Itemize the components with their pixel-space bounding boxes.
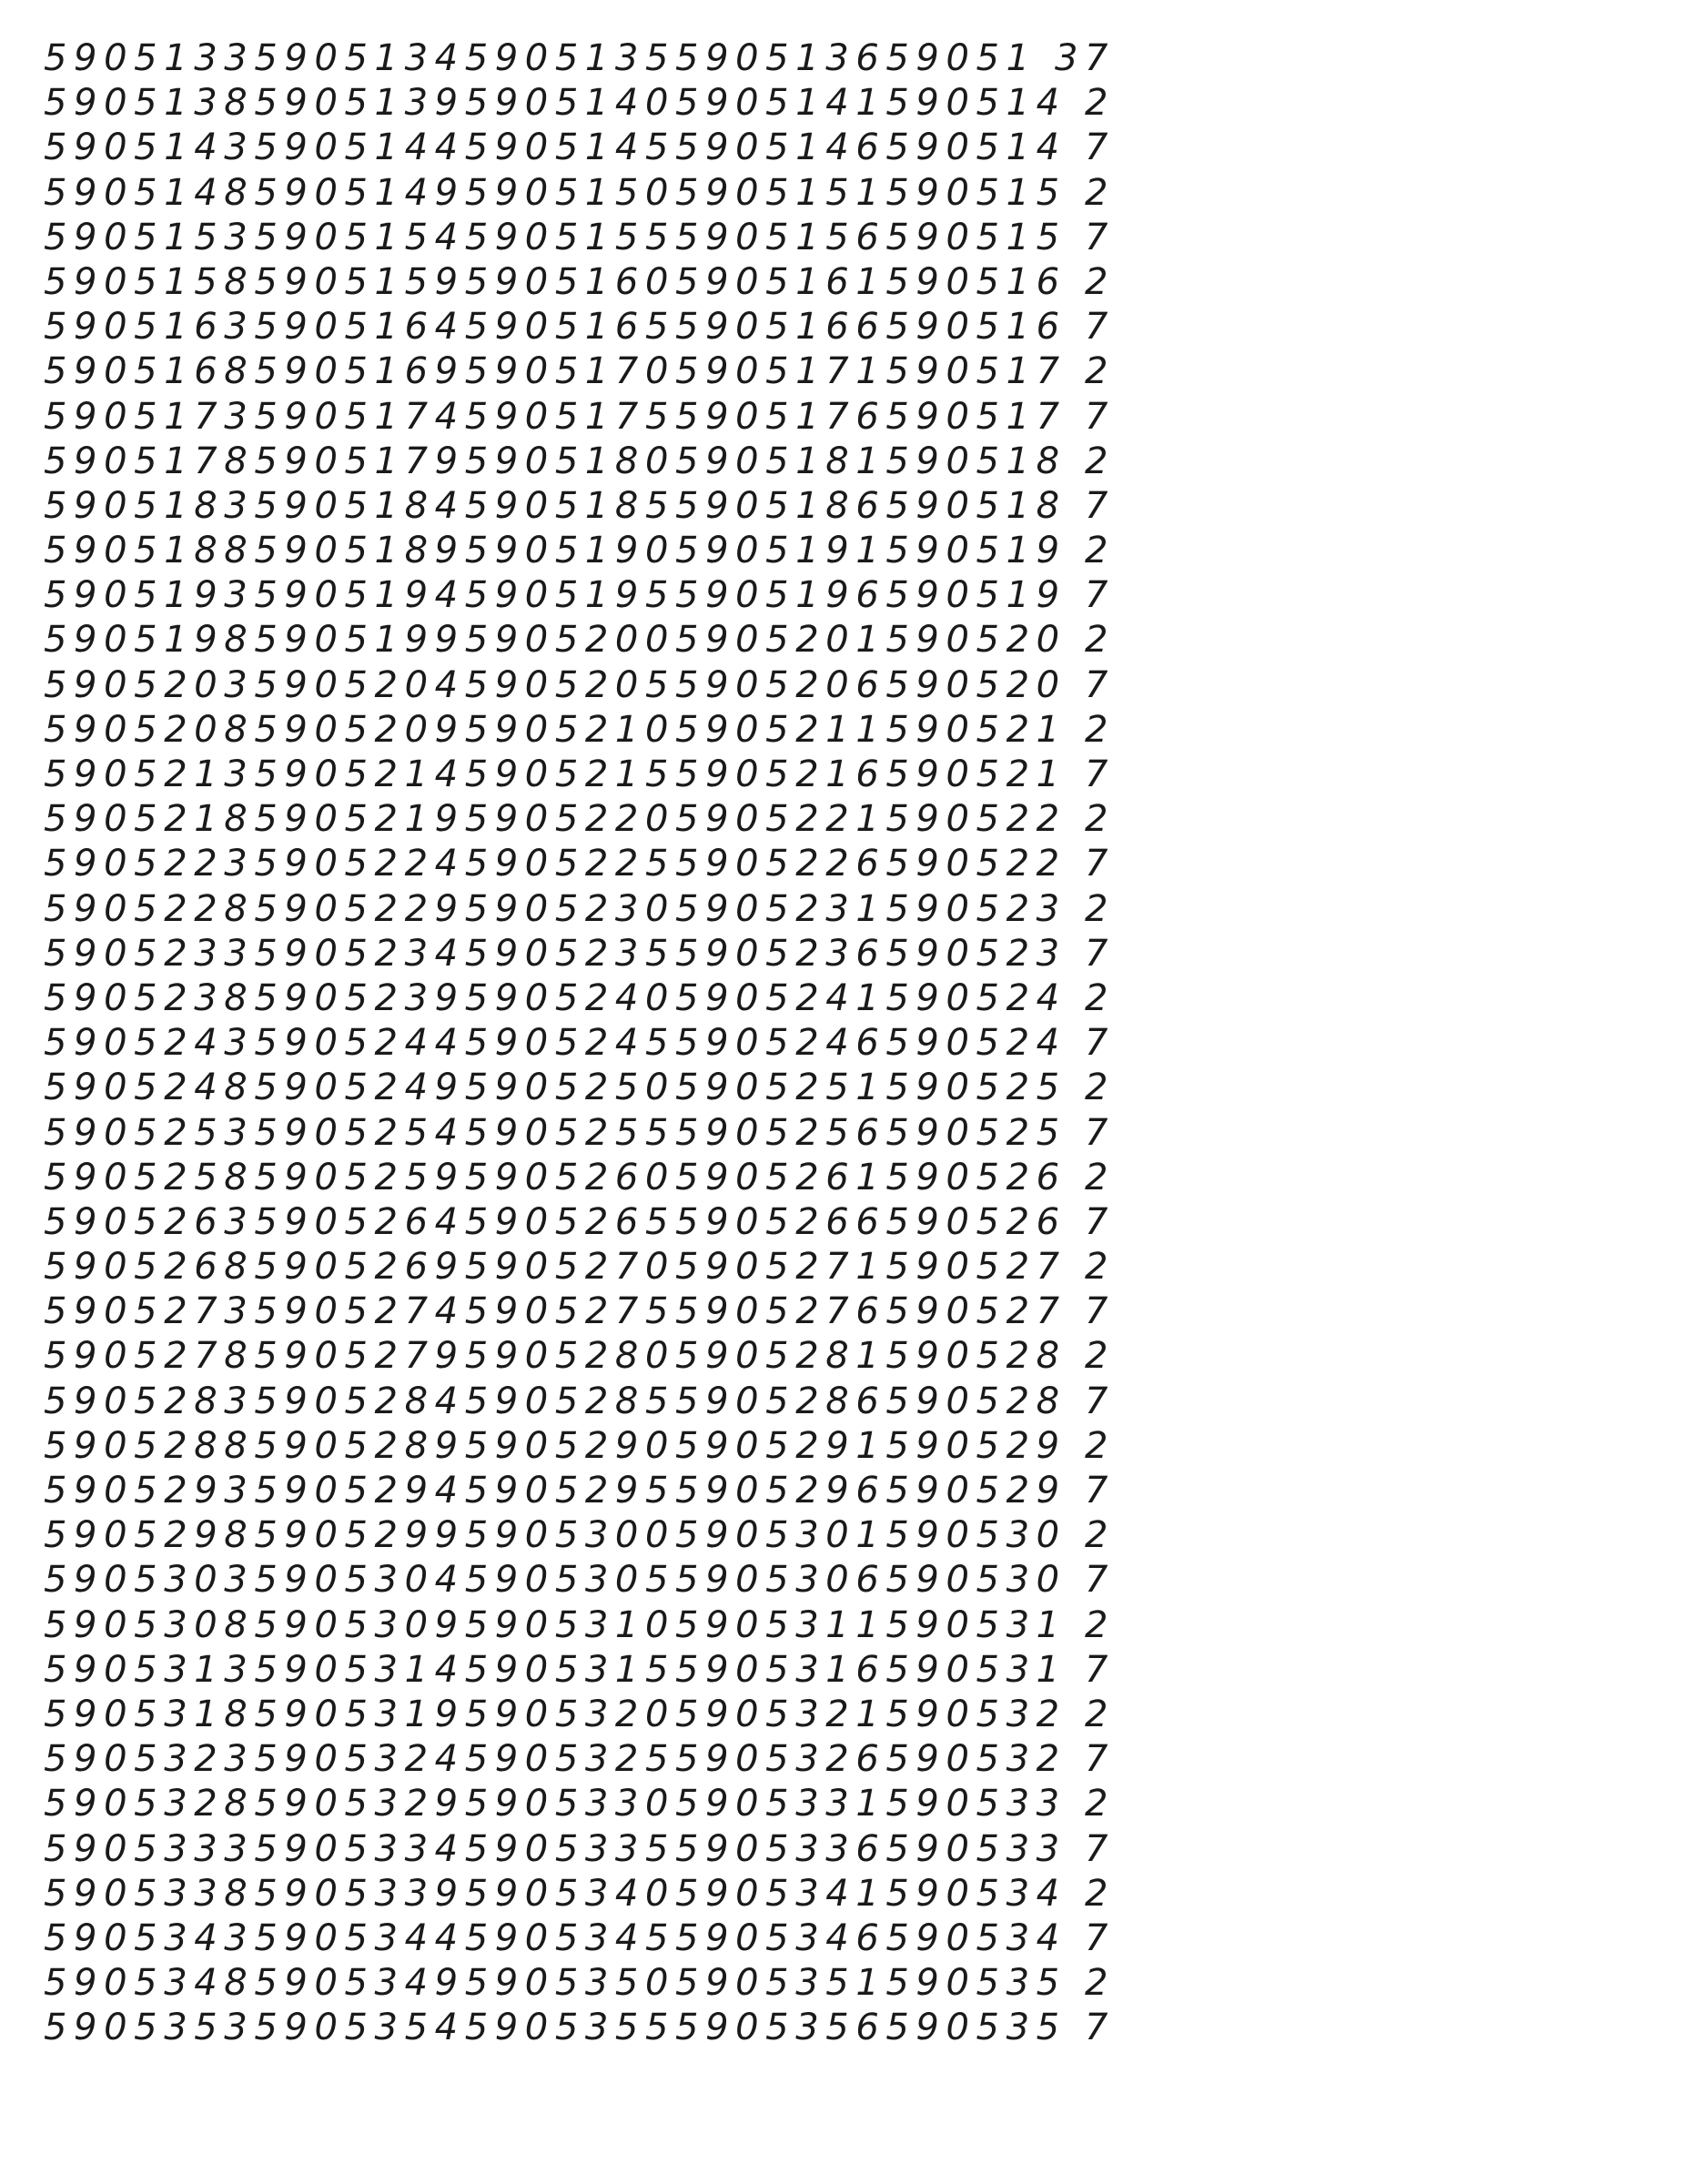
number-line: 5905178590517959051805905181590518 2: [44, 440, 1116, 482]
number-line: 5905223590522459052255905226590522 7: [44, 843, 1116, 885]
number-line: 5905173590517459051755905176590517 7: [44, 395, 1116, 438]
number-line: 590513359051345905135590513659051 37: [44, 37, 1116, 79]
number-line: 5905218590521959052205905221590522 2: [44, 798, 1116, 841]
number-line: 5905148590514959051505905151590515 2: [44, 171, 1116, 214]
number-line: 5905153590515459051555905156590515 7: [44, 216, 1116, 258]
number-line: 5905253590525459052555905256590525 7: [44, 1111, 1116, 1154]
number-line: 5905338590533959053405905341590534 2: [44, 1872, 1116, 1915]
number-line: 5905243590524459052455905246590524 7: [44, 1022, 1116, 1065]
number-line: 5905333590533459053355905336590533 7: [44, 1827, 1116, 1870]
number-line: 5905168590516959051705905171590517 2: [44, 350, 1116, 393]
number-line: 5905163590516459051655905166590516 7: [44, 306, 1116, 349]
number-line: 5905188590518959051905905191590519 2: [44, 530, 1116, 572]
number-line: 5905258590525959052605905261590526 2: [44, 1156, 1116, 1198]
number-line: 5905283590528459052855905286590528 7: [44, 1380, 1116, 1422]
number-line: 5905273590527459052755905276590527 7: [44, 1290, 1116, 1333]
number-line: 5905233590523459052355905236590523 7: [44, 932, 1116, 975]
number-line: 5905323590532459053255905326590532 7: [44, 1738, 1116, 1781]
number-line: 5905203590520459052055905206590520 7: [44, 663, 1116, 706]
number-line: 5905268590526959052705905271590527 2: [44, 1246, 1116, 1289]
number-line: 5905328590532959053305905331590533 2: [44, 1783, 1116, 1825]
number-line: 5905318590531959053205905321590532 2: [44, 1693, 1116, 1735]
number-line: 5905303590530459053055905306590530 7: [44, 1559, 1116, 1602]
number-line: 5905208590520959052105905211590521 2: [44, 708, 1116, 751]
number-line: 5905293590529459052955905296590529 7: [44, 1470, 1116, 1512]
number-line: 5905213590521459052155905216590521 7: [44, 753, 1116, 795]
number-line: 5905348590534959053505905351590535 2: [44, 1962, 1116, 2005]
number-line: 5905298590529959053005905301590530 2: [44, 1514, 1116, 1557]
number-line: 5905353590535459053555905356590535 7: [44, 2007, 1116, 2049]
number-line: 5905313590531459053155905316590531 7: [44, 1648, 1116, 1691]
number-line: 5905193590519459051955905196590519 7: [44, 574, 1116, 617]
number-line: 5905278590527959052805905281590528 2: [44, 1335, 1116, 1378]
number-line: 5905343590534459053455905346590534 7: [44, 1916, 1116, 1959]
number-line: 5905158590515959051605905161590516 2: [44, 260, 1116, 303]
number-line: 5905248590524959052505905251590525 2: [44, 1067, 1116, 1109]
number-line: 5905138590513959051405905141590514 2: [44, 82, 1116, 125]
number-lines: [44, 36, 1664, 2050]
number-line: 5905308590530959053105905311590531 2: [44, 1603, 1116, 1646]
number-line: 5905288590528959052905905291590529 2: [44, 1424, 1116, 1467]
number-line: 5905228590522959052305905231590523 2: [44, 887, 1116, 930]
number-line: 5905238590523959052405905241590524 2: [44, 976, 1116, 1019]
number-line: 5905143590514459051455905146590514 7: [44, 126, 1116, 169]
number-line: 5905183590518459051855905186590518 7: [44, 484, 1116, 527]
number-line: 5905263590526459052655905266590526 7: [44, 1200, 1116, 1243]
number-line: 5905198590519959052005905201590520 2: [44, 619, 1116, 662]
